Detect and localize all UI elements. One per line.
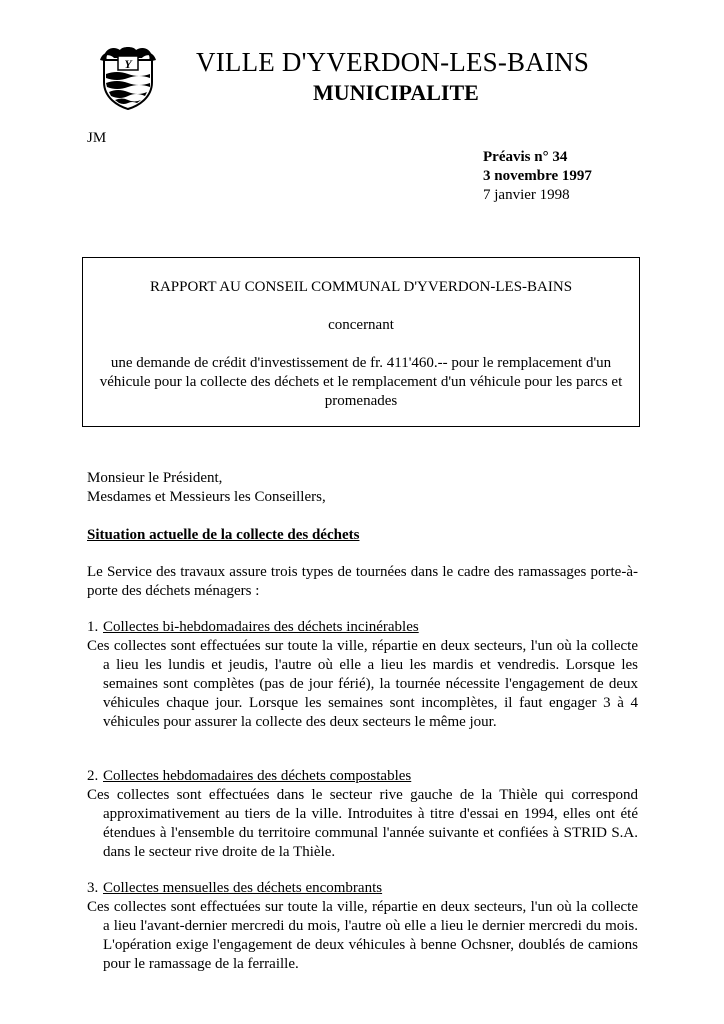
salutation-line: Monsieur le Président, <box>87 470 223 486</box>
item-title: Collectes hebdomadaires des déchets compostables <box>103 768 412 784</box>
section-heading: Situation actuelle de la collecte des déchets <box>87 527 360 543</box>
item-number: 2. <box>87 768 99 784</box>
item-text: Ces collectes sont effectuées dans le secteur rive gauche de la Thièle qui correspond approximativement au tiers de la ville. Introduites à titre d'essai en 1994, elles ont été étendues à l'ensemble du territoire communal l'année suivante et confiées à STRID S.A. dans le secteur rive droite de la Thièle. <box>87 787 638 860</box>
author-initials: JM <box>87 130 107 146</box>
item-number: 1. <box>87 619 99 635</box>
item-title: Collectes mensuelles des déchets encombrants <box>103 880 383 896</box>
second-date: 7 janvier 1998 <box>483 187 570 203</box>
svg-text:Y: Y <box>124 57 132 71</box>
salutation <box>87 469 638 507</box>
list-item <box>87 767 638 862</box>
item-text: Ces collectes sont effectuées sur toute la ville, répartie en deux secteurs, l'un où la collecte a lieu les lundis et jeudis, l'autre où elle a lieu les mardis et vendredis. Lorsque les semaines sont complètes (pas de jour férié), la tournée nécessite l'engagement de deux véhicules chaque jour. Lorsque les semaines sont incomplètes, il faut engager 3 à 4 véhicules pour assurer la collecte des deux secteurs le même jour. <box>87 638 638 730</box>
preavis-number: Préavis n° 34 <box>483 149 568 165</box>
list-item <box>87 618 638 732</box>
city-crest-icon <box>98 42 158 110</box>
city-title: VILLE D'YVERDON-LES-BAINS <box>196 47 590 77</box>
report-subject: une demande de crédit d'investissement de fr. 411'460.-- pour le remplacement d'un véhicule pour la collecte des déchets et le remplacement d'un véhicule pour les parcs et promenades <box>99 355 623 409</box>
preavis-date: 3 novembre 1997 <box>483 168 592 184</box>
item-text: Ces collectes sont effectuées sur toute la ville, répartie en deux secteurs, l'un où la collecte a lieu l'avant-dernier mercredi du mois, l'autre où elle a lieu le dernier mercredi du mois. L'opération exige l'engagement de deux véhicules à benne Ochsner, doublés de camions pour le ramassage de la ferraille. <box>87 899 638 972</box>
report-title: RAPPORT AU CONSEIL COMMUNAL D'YVERDON-LES-BAINS <box>149 279 573 295</box>
section-intro: Le Service des travaux assure trois types de tournées dans le cadre des ramassages porte-à-porte des déchets ménagers : <box>87 564 638 599</box>
municipality-title: MUNICIPALITE <box>313 80 479 105</box>
report-title-box <box>82 257 640 427</box>
report-concernant: concernant <box>328 317 394 333</box>
item-title: Collectes bi-hebdomadaires des déchets incinérables <box>103 619 419 635</box>
item-number: 3. <box>87 880 99 896</box>
salutation-line: Mesdames et Messieurs les Conseillers, <box>87 489 326 505</box>
list-item <box>87 879 638 974</box>
